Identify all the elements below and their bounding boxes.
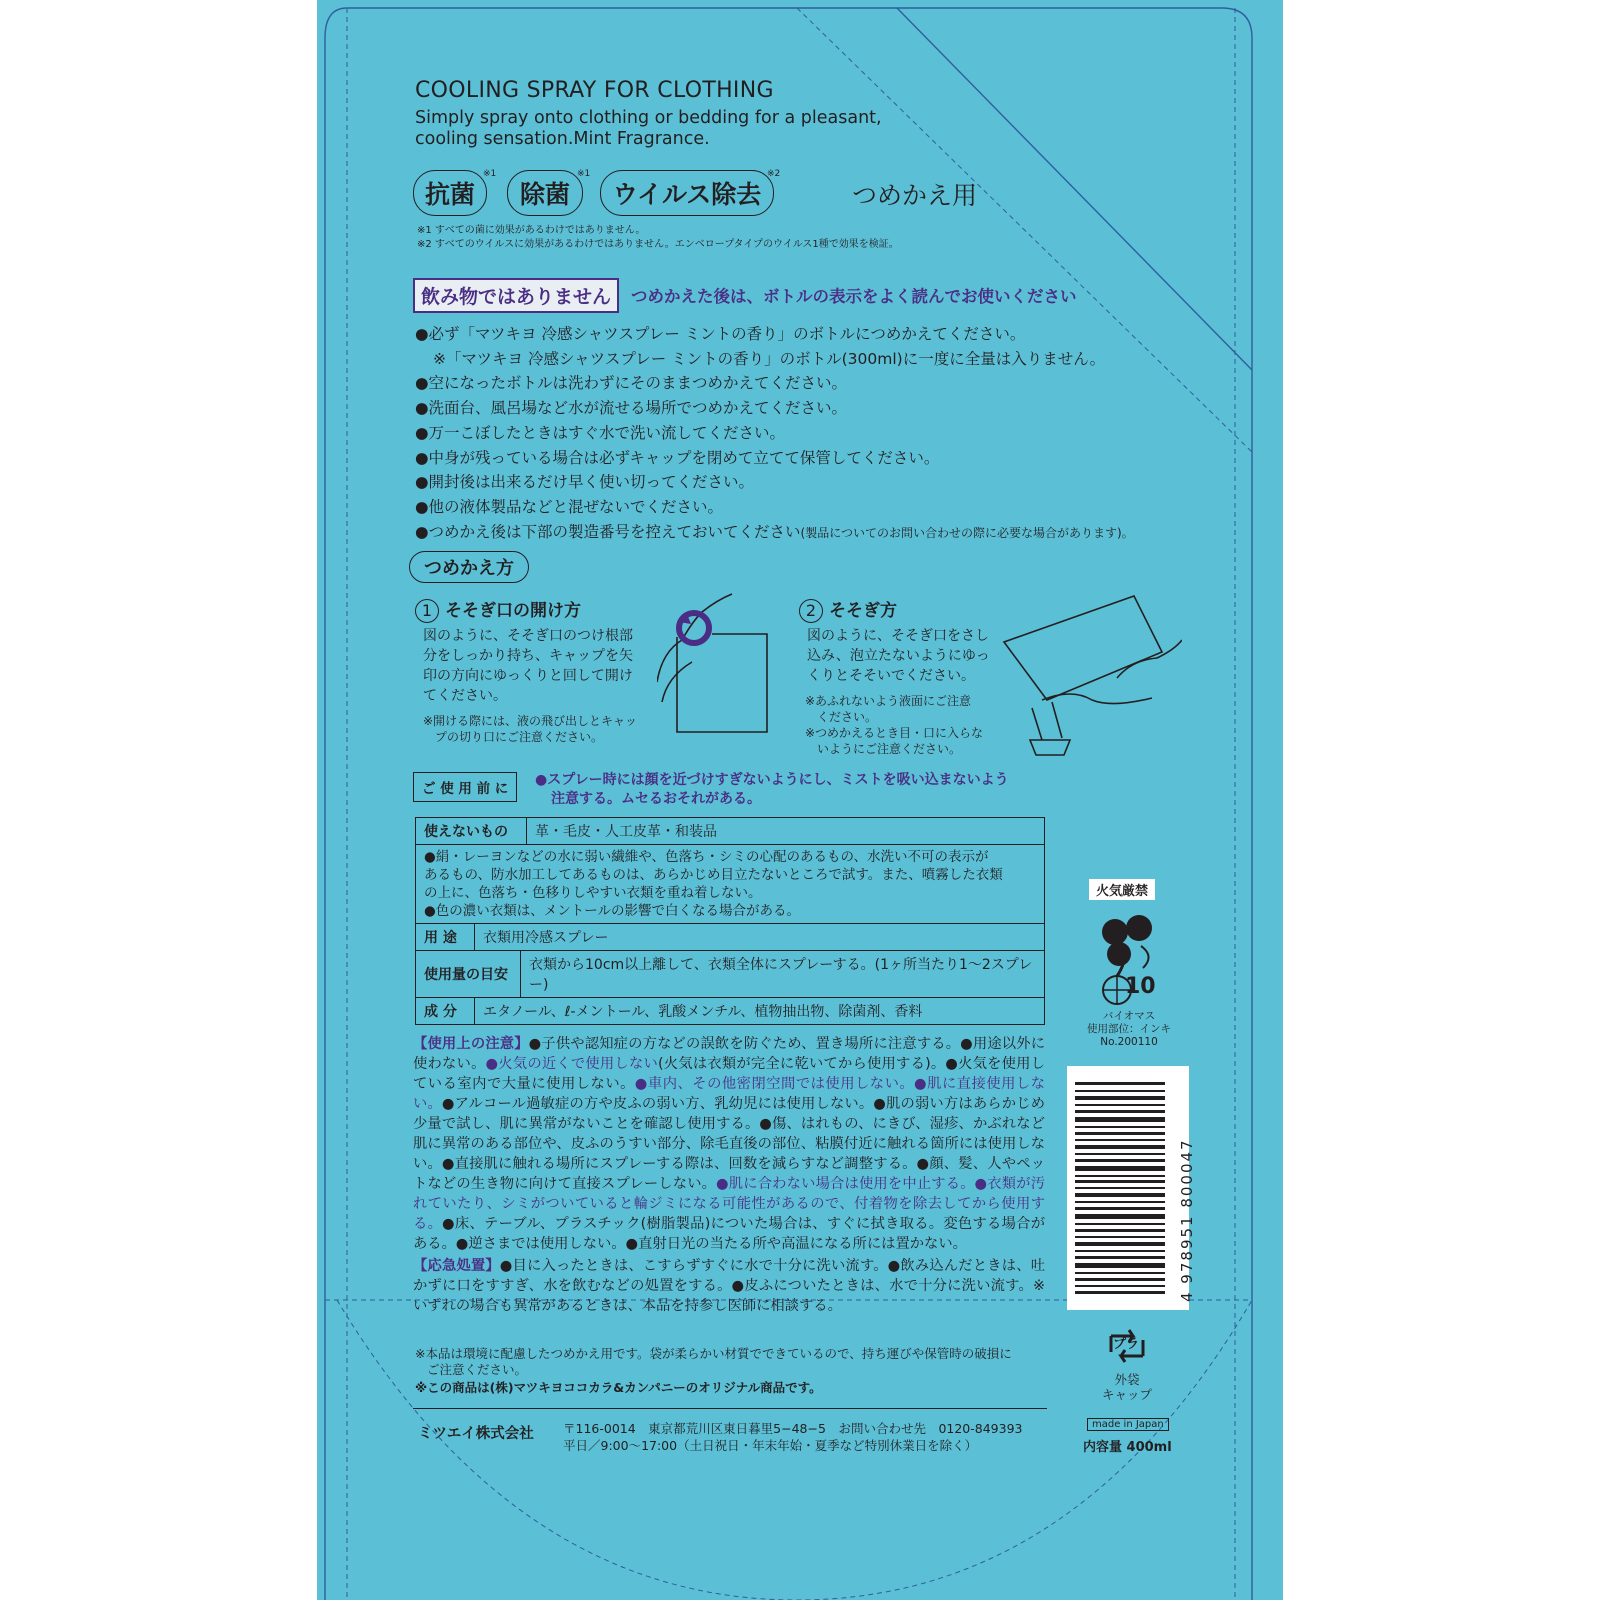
no-fire-label: 火気厳禁 — [1089, 879, 1155, 900]
table-header: 使えないもの — [416, 818, 527, 845]
english-desc-line: Simply spray onto clothing or bedding for a pleasant, — [415, 108, 882, 128]
table-cell: 革・毛皮・人工皮革・和装品 — [527, 818, 1045, 845]
cap-opening-illustration — [657, 592, 787, 752]
badge-label: ウイルス除去 — [612, 180, 762, 209]
how-to-refill-heading: つめかえ方 — [409, 551, 529, 583]
table-row — [416, 998, 1044, 1024]
refill-label: つめかえ用 — [852, 181, 978, 210]
barcode-number: 4 978951 800047 — [1178, 1138, 1196, 1302]
step2-title — [799, 596, 897, 623]
instruction-item: ●他の液体製品などと混ぜないでください。 — [415, 497, 724, 516]
table-note-line: の上に、色落ち・色移りしやすい衣類を重ね着しない。 — [424, 885, 762, 901]
badge-note-mark: ※2 — [767, 169, 781, 179]
before-use-label: ご 使 用 前 に — [413, 772, 517, 802]
table-cell: 衣類用冷感スプレー — [483, 930, 609, 946]
instruction-note: ※「マツキヨ 冷感シャツスプレー ミントの香り」のボトル(300ml)に一度に全量は入りません。 — [433, 349, 1106, 368]
company-name: ミツエイ株式会社 — [418, 1426, 534, 1442]
badge-label: 抗菌 — [424, 180, 475, 209]
step-note-line: ※あふれないよう液面にご注意 — [805, 694, 972, 708]
badge-note-mark: ※1 — [577, 169, 591, 179]
usage-cautions — [413, 1034, 1045, 1316]
caution-text: ●アルコール過敏症の方や皮ふの弱い方、乳幼児には使用しない。●肌の弱い方はあらかじめ少量で試し、肌に異常がないことを確認し使用する。●傷、はれもの、にきび、湿疹、かぶれなど肌に異常のある部位や、皮ふのうすい部分、除毛直後の部位、粘膜付近に触れる箇所には使用しない。●直接肌に触れる場所にスプレーする際は、回数を減らすなど調整する。●顔、髪、人やペットなどの生き物に向けて直接スプレーしない。 — [413, 1096, 1046, 1192]
step1-title — [415, 596, 581, 623]
caution-text: ●子供や認知症の方などの誤飲を防ぐため、置き場所に注意する。●用途以外に使わない。 — [413, 1036, 1046, 1072]
instruction-text: ●つめかえ後は下部の製造番号を控えておいてください — [415, 522, 801, 541]
emergency-text: ●目に入ったときは、こすらずすぐに水で十分に洗い流す。●飲み込んだときは、吐かずに口をすすぎ、水を飲むなどの処置をする。●皮ふについたときは、水で十分に洗い流す。※いずれの場合も異常があるときは、本品を持参し医師に相談する。 — [413, 1258, 1045, 1314]
english-title: COOLING SPRAY FOR CLOTHING — [415, 78, 774, 103]
step1-number: 1 — [415, 599, 439, 623]
step1-text — [423, 626, 633, 706]
instruction-item: ●開封後は出来るだけ早く使い切ってください。 — [415, 473, 755, 492]
not-a-drink-box: 飲み物ではありません — [413, 278, 619, 313]
emergency-heading: 【応急処置】 — [413, 1258, 500, 1274]
table-subrow — [416, 951, 1045, 998]
caution-highlight: ●肌に合わない場合は使用を中止する。●衣類が汚れていたり、シミがついていると輪ジミになる可能性があるので、付着物を除去してから使用する。 — [413, 1176, 1045, 1232]
package-panel — [317, 0, 1283, 1600]
step-note-line: ください。 — [817, 710, 878, 724]
step2-title-text: そそぎ方 — [829, 601, 897, 621]
volume-label: 内容量 400ml — [1083, 1440, 1172, 1455]
subtable — [416, 998, 1044, 1024]
step-text-line: 込み、泡立たないようにゆっ — [807, 648, 990, 664]
step-text-line: くりとそそいでください。 — [807, 668, 975, 684]
biomass-line: 使用部位：インキ — [1087, 1023, 1171, 1035]
biomass-info — [1067, 1010, 1191, 1049]
refill-instructions — [415, 322, 1134, 545]
company-address — [563, 1420, 1022, 1454]
table-header: 使用量の目安 — [416, 951, 521, 997]
table-subrow — [416, 998, 1045, 1025]
caution-highlight: ●火気の近くで使用しない — [485, 1056, 658, 1072]
step-note-line: ※つめかえるとき目・口に入らな — [805, 726, 984, 740]
divider — [413, 1408, 1047, 1409]
recycle-labels — [1097, 1372, 1157, 1402]
barcode — [1067, 1066, 1196, 1310]
step-note-line: いようにご注意ください。 — [817, 742, 962, 756]
table-cell: エタノール、ℓ-メントール、乳酸メンチル、植物抽出物、除菌剤、香料 — [483, 1004, 923, 1020]
eco-refill-note — [415, 1346, 1051, 1396]
pla-mark: プラ — [1113, 1337, 1140, 1352]
table-header: 成 分 — [416, 998, 475, 1024]
biomass-number: 10 — [1125, 974, 1156, 999]
biomass-line: No.200110 — [1100, 1036, 1158, 1048]
instruction-small-note: (製品についてのお問い合わせの際に必要な場合があります)。 — [800, 525, 1134, 540]
step-text-line: 印の方向にゆっくりと回して開け — [423, 668, 633, 684]
instruction-item: ●中身が残っている場合は必ずキャップを閉めて立てて保管してください。 — [415, 448, 940, 467]
caution-highlight: ●車内、その他密閉空間では使用しない。●肌に直接使用しない。 — [413, 1076, 1046, 1112]
step-text-line: 分をしっかり持ち、キャップを矢 — [423, 648, 633, 664]
recycle-label: 外袋 — [1114, 1372, 1140, 1387]
table-row — [416, 818, 1045, 845]
original-product-note: ※この商品は(株)マツキヨココカラ&カンパニーのオリジナル商品です。 — [415, 1380, 822, 1395]
badge-note-mark: ※1 — [483, 169, 497, 179]
made-in-japan: made in Japan — [1087, 1418, 1169, 1431]
step2-text — [807, 626, 990, 686]
table-note-line: あるもの、防水加工してあるものは、あらかじめ目立たないところで試す。また、噴霧した衣類 — [424, 867, 1003, 883]
barcode-bars — [1067, 1066, 1189, 1310]
instruction-item: ●万一こぼしたときはすぐ水で洗い流してください。 — [415, 423, 786, 442]
table-cell: 衣類から10cm以上離して、衣類全体にスプレーする。(1ヶ所当たり1～2スプレー) — [529, 957, 1033, 993]
table-note-line: ●絹・レーヨンなどの水に弱い繊維や、色落ち・シミの心配のあるもの、水洗い不可の表示が — [424, 849, 989, 865]
caution-text: ●床、テーブル、プラスチック(樹脂製品)についた場合は、すぐに拭き取る。変色する場合がある。●逆さまでは使用しない。●直射日光の当たる所や高温になる所には置かない。 — [413, 1216, 1046, 1252]
footnote: ※1 すべての菌に効果があるわけではありません。 — [417, 225, 646, 236]
badge-antibacterial — [413, 170, 487, 216]
subtable — [416, 951, 1044, 997]
instruction-item — [415, 520, 1134, 546]
step1-title-text: そそぎ口の開け方 — [445, 601, 581, 621]
table-header: 用 途 — [416, 924, 475, 950]
badge-label: 除菌 — [519, 180, 570, 209]
read-bottle-label-warning: つめかえた後は、ボトルの表示をよく読んでお使いください — [631, 287, 1077, 306]
recycle-label: キャップ — [1101, 1387, 1152, 1402]
note-line: ご注意ください。 — [427, 1362, 528, 1377]
table-row — [416, 951, 1044, 997]
before-use-line: 注意する。ムセるおそれがある。 — [551, 791, 761, 807]
hours-line: 平日／9:00～17:00（土日祝日・年末年始・夏季など特別休業日を除く） — [563, 1438, 978, 1453]
instruction-item: ●洗面台、風呂場など水が流せる場所でつめかえてください。 — [415, 399, 848, 418]
step-text-line: てください。 — [423, 688, 507, 704]
emergency-block — [413, 1256, 1045, 1316]
step-text-line: 図のように、そそぎ口のつけ根部 — [423, 628, 633, 644]
table-row — [416, 924, 1045, 951]
table-row — [416, 845, 1045, 924]
biomass-line: バイオマス — [1102, 1010, 1156, 1022]
table-row — [416, 951, 1045, 998]
step2-number: 2 — [799, 599, 823, 623]
pouring-illustration — [1002, 590, 1182, 760]
step-text-line: 図のように、そそぎ口をさし — [807, 628, 989, 644]
instruction-item: ●空になったボトルは洗わずにそのままつめかえてください。 — [415, 374, 848, 393]
table-row — [416, 924, 1044, 950]
instruction-item: ●必ず「マツキヨ 冷感シャツスプレー ミントの香り」のボトルにつめかえてください。 — [415, 325, 1026, 343]
badge-virus-removal — [600, 170, 774, 216]
footnote: ※2 すべてのウイルスに効果があるわけではありません。エンベロープタイプのウイルス1種で効果を検証。 — [417, 239, 899, 250]
step-note-line: プの切り口にご注意ください。 — [435, 730, 604, 744]
product-info-table — [415, 817, 1045, 1025]
caution-heading: 【使用上の注意】 — [413, 1036, 529, 1052]
footnotes — [417, 224, 899, 252]
before-use-line: ●スプレー時には顔を近づけすぎないようにし、ミストを吸い込まないよう — [535, 772, 1009, 788]
table-subrow — [416, 924, 1045, 951]
badge-sterilization — [507, 170, 583, 216]
subtable — [416, 924, 1044, 950]
caution-text: (火気は衣類が完全に乾いてから使用する)。●火気を使用している室内で大量に使用しない。 — [413, 1056, 1045, 1092]
step1-note — [423, 713, 637, 745]
note-line: ※本品は環境に配慮したつめかえ用です。袋が柔らかい材質でできているので、持ち運びや保管時の破損に — [415, 1346, 1012, 1361]
table-notes-cell — [416, 845, 1045, 924]
address-line: 〒116-0014 東京都荒川区東日暮里5−48−5 お問い合わせ先 0120-849393 — [563, 1421, 1023, 1436]
step-note-line: ※開ける際には、液の飛び出しとキャッ — [423, 714, 638, 728]
english-desc-line: cooling sensation.Mint Fragrance. — [415, 129, 710, 149]
step2-note — [805, 693, 983, 757]
table-note-line: ●色の濃い衣類は、メントールの影響で白くなる場合がある。 — [424, 903, 801, 919]
table-row — [416, 998, 1045, 1025]
english-description — [415, 108, 975, 150]
before-use-warning — [535, 771, 1009, 809]
